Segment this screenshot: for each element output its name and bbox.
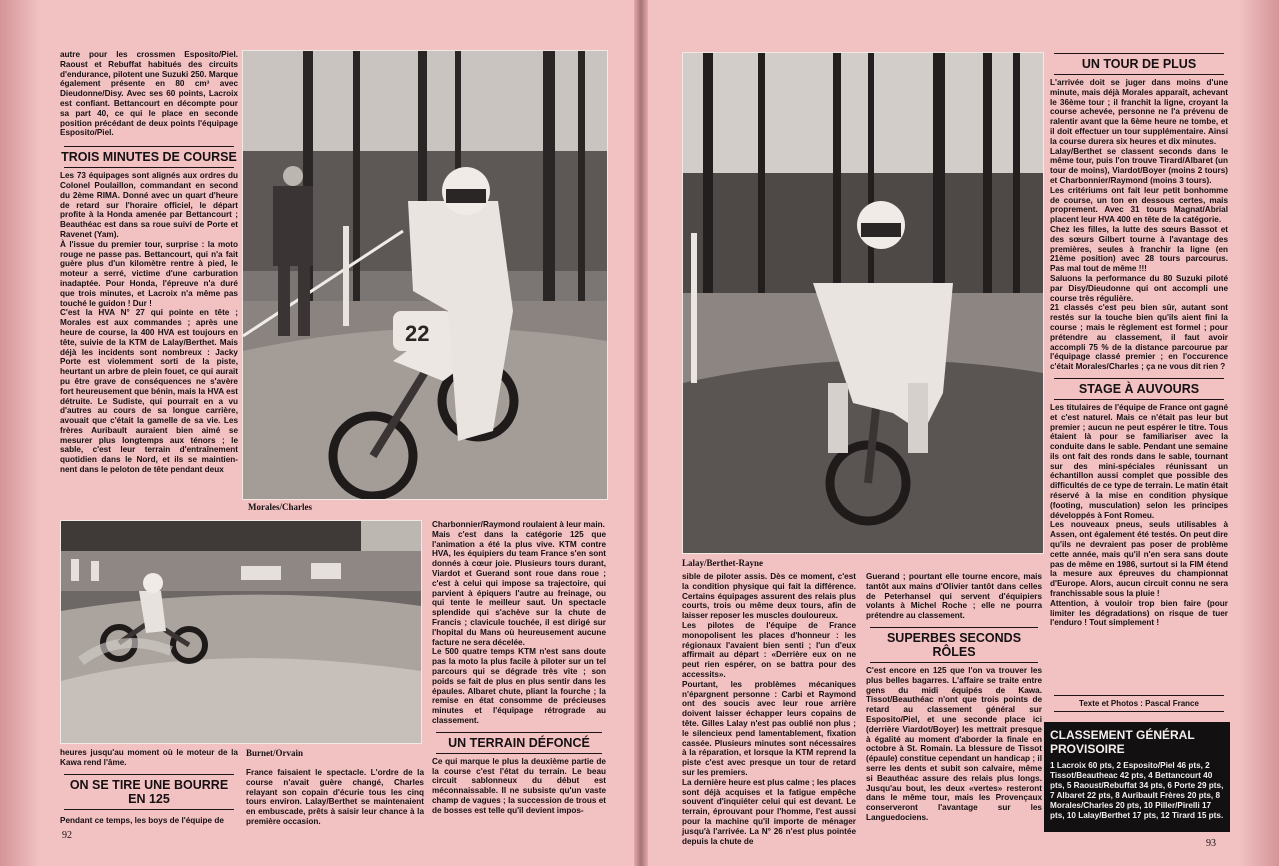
divider — [436, 753, 602, 754]
paragraph: Pourtant, les problèmes mécaniques n'épargnent personne : Carbi et Raymond ont des soucis avec leur roue arrière doivent laisser échapper leurs copains de tête. Gilles Lalay n'est pas oublié non plus ; le silencieux pend lamentablement, fixation cassée. Plusieurs minutes sont nécessaires à la réparation, et lorsque la KTM reprend la piste c'est avec presque un tour de retard sur les premiers. — [682, 679, 856, 777]
left-column-1 — [60, 50, 238, 475]
divider — [1054, 695, 1224, 696]
paragraph: Les titulaires de l'équipe de France ont gagné et c'est naturel. Mais ce n'était pas leur but premier ; aucun ne peut espérer le titre. Tous étaient là pour se familiariser avec la conduite dans le sable. Pendant une semaine ils ont fait des ronds dans le sable, tournant sur des mini-spéciales réunissant un échantillon aussi complet que possible des difficultés de ce type de terrain. Le matin était réservé à la mise en condition physique (footing, musculation) selon les principes développés à Font Romeu. — [1050, 402, 1228, 520]
page-number-left: 92 — [62, 830, 72, 841]
left-column-2-bottom — [246, 768, 424, 827]
paragraph: Guerand ; pourtant elle tourne encore, mais tantôt aux mains d'Olivier tantôt dans celles de Peterhansel qui servent d'équipiers volants à Michel Roche ; elle ne pourra prétendre au classement. — [866, 572, 1042, 621]
classement-box — [1044, 722, 1230, 832]
paragraph: Le 500 quatre temps KTM n'est sans doute pas la moto la plus facile à piloter sur un tel parcours qui se dégrade très vite ; son poids se fait de plus en plus sentir dans les épaules. Albaret chute, pliant la fourche ; la remise en état consomme de précieuses minutes et l'équipage rétrograde au classement. — [432, 647, 606, 725]
caption-burnet: Burnet/Orvain — [246, 748, 304, 758]
left-column-1-bottom — [60, 748, 238, 825]
paragraph: L'arrivée doit se juger dans moins d'une minute, mais déjà Morales apparaît, achevant le 36ème tour ; il franchit la ligne, croyant la course achevée, personne ne l'a prévenu de ralentir avant que la 6ème heure ne tombe, et il doit effectuer un tour supplémentaire. Ainsi la course durera six heures et dix minutes. — [1050, 78, 1228, 146]
right-column-1 — [682, 572, 856, 846]
race-number: 22 — [405, 321, 430, 346]
paragraph: Les nouveaux pneus, seuls utilisables à Assen, ont également été testés. On peut dire qu'ils ne devraient pas poser de problème cette année, mais qu'il n'en sera sans doute pas de même en 1986, surtout si la FIM étend la mesure aux épreuves du championnat d'Europe. Alors, aucun circuit connu ne sera franchissable sous la pluie ! — [1050, 520, 1228, 599]
paragraph: France faisaient le spectacle. L'ordre de la course n'avait guère changé, Charles relayant son copain d'écurie tous les cinq tours environ. Lalay/Berthet se maintenaient en embuscade, prêts à saisir leur chance à la première occasion. — [246, 768, 424, 826]
heading-stage: STAGE À AUVOURS — [1078, 381, 1200, 396]
paragraph: À l'issue du premier tour, surprise : la moto rouge ne passe pas. Bettancourt, qui n'a fait guère plus d'un kilomètre rentre à pied, le moteur a serré, victime d'une carburation inadaptée. Pour Honda, l'épreuve n'a duré que trois minutes, et Lacroix n'a même pas touché le guidon ! Dur ! — [60, 239, 238, 308]
divider — [64, 809, 234, 810]
divider — [870, 662, 1038, 663]
page-number-right: 93 — [1206, 838, 1216, 849]
divider — [870, 627, 1038, 628]
paragraph: sible de piloter assis. Dès ce moment, c'est la condition physique qui fait la différence. Certains équipages assurent des relais plus courts, trois ou même deux tours, afin de laisser reposer les muscles douloureux. — [682, 572, 856, 621]
divider — [1054, 399, 1224, 400]
paragraph: Charbonnier/Raymond roulaient à leur main. — [432, 520, 605, 529]
paragraph: C'est encore en 125 que l'on va trouver les plus belles bagarres. L'affaire se traite entre gens du midi équipés de Kawa. Tissot/Beauthéac n'ont que trois points de retard au classement général sur Esposito/Piel, et une seconde place ici (derrière Viardot/Boyer) les mettrait presque à égalité au moment d'aborder la finale en octobre à St. Romain. La blessure de Tissot (épaule) constitue cependant un handicap ; il serre les dents et subit son calvaire, même si Beauthéac assure des relais plus longs. Jusqu'au bout, les deux «vertes» resteront dans le même tour, mais les Provençaux conserveront l'avantage sur les Languedociens. — [866, 665, 1042, 822]
classement-text: 1 Lacroix 60 pts, 2 Esposito/Piel 46 pts, 2 Tissot/Beautheac 42 pts, 4 Bettancourt 40 pts, 5 Raoust/Rebuffat 34 pts, 6 Porte 29 pts, 7 Albaret 22 pts, 8 Auribault Frères 20 pts, 8 Morales/Charles 20 pts, 10 Piller/Pirelli 17 pts, 10 Lalay/Berthet 17 pts, 12 Tirard 15 pts. — [1050, 761, 1224, 820]
photo-burnet-orvain — [60, 520, 422, 744]
paragraph: Attention, à vouloir trop bien faire (pour limiter les dégradations) on risque de tuer l'enduro ! Tout simplement ! — [1050, 598, 1228, 628]
classement-title: CLASSEMENT GÉNÉRAL PROVISOIRE — [1050, 728, 1195, 756]
right-column-2 — [866, 572, 1042, 823]
divider — [64, 774, 234, 775]
paragraph: Les critériums ont fait leur petit bonhomme de course, un ton en dessous certes, mais proprement. Avec 31 tours Magnat/Abrial placent leur HVA 400 en tête de la catégorie. — [1050, 185, 1228, 225]
paragraph: 21 classés c'est peu bien sûr, autant sont restés sur la touche bien qu'ils aient fini la course ; mais le règlement est formel ; pour prétendre au classement, il faut avoir accompli 75 % de la distance parcourue par l'équipage classé premier ; en l'occurence c'était Morales/Charles ; ça ne vous dit rien ? — [1050, 303, 1228, 372]
divider — [1054, 378, 1224, 379]
page-edge-shadow — [1239, 0, 1279, 866]
left-column-3 — [432, 520, 606, 816]
paragraph: Les 73 équipages sont alignés aux ordres du Colonel Poulaillon, commandant en second du 2ème RIMA. Donné avec un quart d'heure de retard sur l'horaire officiel, le départ profite à la Honda amenée par Bettancourt ; Beauthéac est dans sa roue suivi de Porte et Ravenet (Yam). — [60, 171, 238, 239]
divider — [1054, 711, 1224, 712]
page-edge-shadow — [0, 0, 40, 866]
heading-tire-bourre: ON SE TIRE UNE BOURRE EN 125 — [69, 777, 229, 806]
photo-lalay-berthet — [682, 52, 1044, 554]
heading-tour-de-plus: UN TOUR DE PLUS — [1081, 57, 1197, 71]
right-page — [640, 0, 1279, 866]
divider — [64, 167, 234, 168]
paragraph: Chez les filles, la lutte des sœurs Bassot et des sœurs Gilbert tourne à l'avantage des premières, seules à franchir la ligne (en 21ème position) avec 28 tours parcourus. Pas mal tout de même !!! — [1050, 224, 1228, 274]
paragraph: autre pour les crossmen Esposito/Piel. Raoust et Rebuffat habitués des circuits d'endurance, pilotent une Suzuki 250. Marque également présente en 80 cm³ avec Dieudonne/Disy. Avec ses 60 points, Lacroix est confiant. Bettancourt en décompte pour sa part 40, ce qui le place en seconde position précédant de deux points l'équipage Esposito/Piel. — [60, 50, 238, 138]
paragraph: Ce qui marque le plus la deuxième partie de la course c'est l'état du terrain. Le beau circuit sablonneux du début est méconnaissable. Il ne subsiste qu'un vaste champ de vagues ; la succession de trous et de bosses est telle qu'il devient impos- — [432, 756, 606, 815]
right-column-3 — [1050, 50, 1228, 628]
paragraph: La dernière heure est plus calme ; les places sont déjà acquises et la fatigue empêche souvent d'inquiéter celui qui est devant. Le terrain, éprouvant pour l'homme, l'est aussi pour la machine qu'il importe de ménager jusqu'à l'arrivée. La N° 26 n'est plus pointée depuis la chute de — [682, 777, 856, 846]
paragraph: C'est la HVA N° 27 qui pointe en tête ; Morales est aux commandes ; après une heure de course, la 400 HVA est toujours en tête, suivie de la KTM de Lalay/Berthet. Mais déjà les incidents sont nombreux : Jacky Porte est violemment sorti de la piste, heurtant un arbre de plein fouet, ce qui aurait pu être grave de conséquences ne s'avère fort heureusement que bénin, mais la HVA est détruite. Le Sudiste, qui pourrait en a vu d'autres au cours de sa longue carrière, avouait que c'était la gamelle de sa vie. Les frères Auribault auraient bien aimé se mesurer plus longtemps aux ténors ; le sable, c'est leur terrain d'entraînement quotidien dans le Nord, et ils se maintien-nent dans le peloton de tête pendant deux — [60, 308, 238, 475]
divider — [1054, 53, 1224, 54]
paragraph: Mais c'est dans la catégorie 125 que l'animation a été la plus vive. KTM contre HVA, les équipiers du team France s'en sont donnés à cœur joie. Plusieurs tours durant, Viardot et Guerand sont roue dans roue ; c'est à celui qui impose sa trajectoire, qui parvient à épiquers l'autre au freinage, ou qui tente le meilleur saut. Un spectacle splendide qui s'achève sur la chute de Francis ; clavicule touchée, il est dirigé sur l'hopital du Mans où heureusement aucune facture ne sera décelée. — [432, 529, 606, 647]
heading-trois-minutes: TROIS MINUTES DE COURSE — [61, 150, 237, 165]
heading-superbes: SUPERBES SECONDS RÔLES — [886, 630, 1022, 659]
photo-morales-charles — [242, 50, 608, 500]
paragraph: Saluons la performance du 80 Suzuki piloté par Disy/Dieudonne qui ont accompli une course très régulière. — [1050, 273, 1228, 303]
divider — [1054, 74, 1224, 75]
paragraph: Pendant ce temps, les boys de l'équipe de — [60, 815, 224, 825]
divider — [64, 146, 234, 147]
credit-text: Texte et Photos : Pascal France — [1079, 699, 1199, 708]
caption-morales: Morales/Charles — [248, 502, 312, 512]
paragraph: heures jusqu'au moment où le moteur de la Kawa rend l'âme. — [60, 748, 238, 767]
divider — [436, 732, 602, 733]
page-gutter — [634, 0, 648, 866]
credit-line — [1050, 692, 1228, 715]
paragraph: Lalay/Berthet se classent seconds dans le même tour, puis l'on trouve Tirard/Albaret (un tour de moins), Viardot/Boyer (moins 2 tours) et Charbonnier/Raymond (moins 3 tours). — [1050, 146, 1228, 185]
paragraph: Les pilotes de l'équipe de France monopolisent les places d'honneur : les régionaux l'avaient bien senti ; l'un d'eux affirmait au départ : «Derrière eux on ne peut rien espérer, on se battra pour des accessits». — [682, 620, 856, 679]
caption-lalay: Lalay/Berthet-Rayne — [682, 558, 763, 568]
heading-terrain: UN TERRAIN DÉFONCÉ — [448, 735, 590, 750]
